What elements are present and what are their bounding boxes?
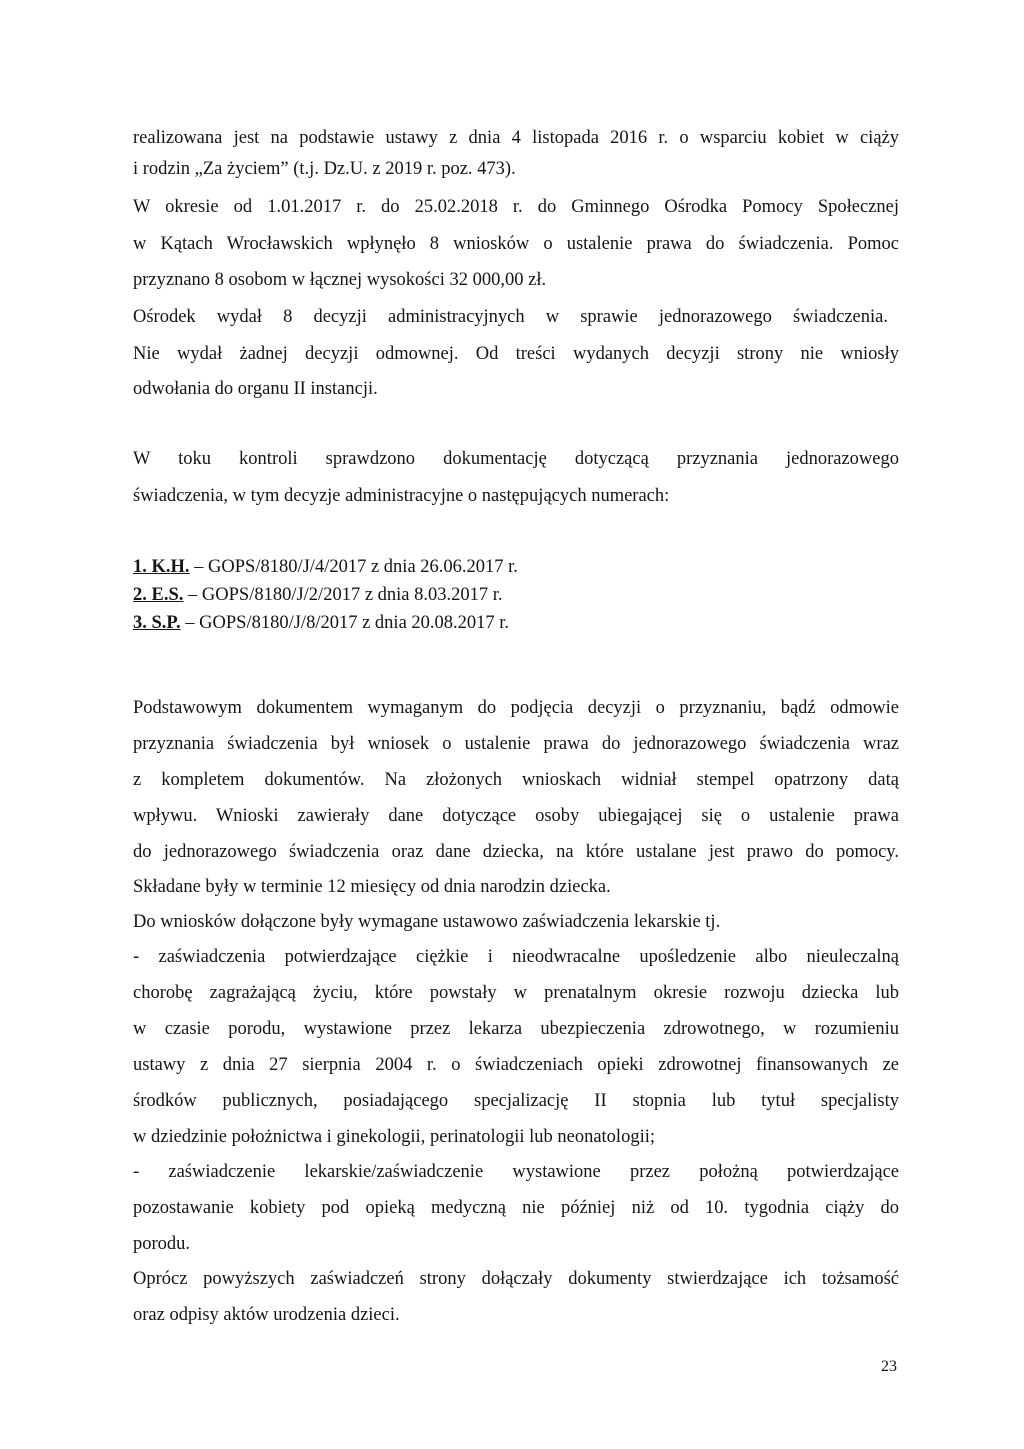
paragraph-3-line: Składane były w terminie 12 miesięcy od dnia narodzin dziecka. — [133, 877, 611, 897]
paragraph-1-line: i rodzin „Za życiem” (t.j. Dz.U. z 2019 r. poz. 473). — [133, 159, 516, 179]
paragraph-2-line: W toku kontroli sprawdzono dokumentację dotyczącą przyznania jednorazowego — [133, 449, 899, 469]
paragraph-3-line: - zaświadczenie lekarskie/zaświadczenie wystawione przez położną potwierdzające — [133, 1162, 899, 1182]
paragraph-1-line: odwołania do organu II instancji. — [133, 379, 378, 399]
paragraph-1-line: W okresie od 1.01.2017 r. do 25.02.2018 r. do Gminnego Ośrodka Pomocy Społecznej — [133, 197, 899, 217]
paragraph-3-line: ustawy z dnia 27 sierpnia 2004 r. o świadczeniach opieki zdrowotnej finansowanych ze — [133, 1055, 899, 1075]
paragraph-1-line: w Kątach Wrocławskich wpłynęło 8 wniosków o ustalenie prawa do świadczenia. Pomoc — [133, 234, 899, 254]
paragraph-3-line: oraz odpisy aktów urodzenia dzieci. — [133, 1305, 400, 1325]
paragraph-3-line: w dziedzinie położnictwa i ginekologii, perinatologii lub neonatologii; — [133, 1127, 655, 1147]
decision-item — [133, 612, 509, 634]
decision-item — [133, 556, 518, 578]
decision-reference: – GOPS/8180/J/4/2017 z dnia 26.06.2017 r. — [189, 557, 518, 577]
paragraph-1-line: Ośrodek wydał 8 decyzji administracyjnych w sprawie jednorazowego świadczenia. — [133, 307, 888, 327]
paragraph-1-line: przyznano 8 osobom w łącznej wysokości 32 000,00 zł. — [133, 270, 547, 290]
paragraph-3-line: z kompletem dokumentów. Na złożonych wnioskach widniał stempel opatrzony datą — [133, 770, 899, 790]
paragraph-3-line: przyznania świadczenia był wniosek o ustalenie prawa do jednorazowego świadczenia wraz — [133, 734, 899, 754]
page-number: 23 — [881, 1358, 897, 1375]
paragraph-3-line: w czasie porodu, wystawione przez lekarza ubezpieczenia zdrowotnego, w rozumieniu — [133, 1019, 899, 1039]
paragraph-3-line: do jednorazowego świadczenia oraz dane dziecka, na które ustalane jest prawo do pomocy. — [133, 842, 899, 862]
paragraph-3-line: Do wniosków dołączone były wymagane ustawowo zaświadczenia lekarskie tj. — [133, 912, 721, 932]
decision-initials: 1. K.H. — [133, 557, 190, 577]
paragraph-1-line: Nie wydał żadnej decyzji odmownej. Od treści wydanych decyzji strony nie wniosły — [133, 344, 899, 364]
paragraph-3-line: środków publicznych, posiadającego specjalizację II stopnia lub tytuł specjalisty — [133, 1091, 899, 1111]
paragraph-3-line: porodu. — [133, 1234, 191, 1254]
paragraph-3-line: wpływu. Wnioski zawierały dane dotyczące osoby ubiegającej się o ustalenie prawa — [133, 806, 899, 826]
decision-initials: 2. E.S. — [133, 585, 184, 605]
decision-reference: – GOPS/8180/J/2/2017 z dnia 8.03.2017 r. — [183, 585, 503, 605]
paragraph-1-line: realizowana jest na podstawie ustawy z dnia 4 listopada 2016 r. o wsparciu kobiet w ciąży — [133, 128, 899, 148]
decision-reference: – GOPS/8180/J/8/2017 z dnia 20.08.2017 r. — [180, 613, 510, 633]
decision-initials: 3. S.P. — [133, 613, 181, 633]
decision-item — [133, 584, 503, 606]
paragraph-3-line: Podstawowym dokumentem wymaganym do podjęcia decyzji o przyznaniu, bądź odmowie — [133, 698, 899, 718]
paragraph-3-line: - zaświadczenia potwierdzające ciężkie i nieodwracalne upośledzenie albo nieuleczalną — [133, 947, 899, 967]
paragraph-3-line: Oprócz powyższych zaświadczeń strony dołączały dokumenty stwierdzające ich tożsamość — [133, 1269, 899, 1289]
paragraph-3-line: pozostawanie kobiety pod opieką medyczną nie później niż od 10. tygodnia ciąży do — [133, 1198, 899, 1218]
paragraph-2-line: świadczenia, w tym decyzje administracyjne o następujących numerach: — [133, 486, 670, 506]
paragraph-3-line: chorobę zagrażającą życiu, które powstały w prenatalnym okresie rozwoju dziecka lub — [133, 983, 899, 1003]
